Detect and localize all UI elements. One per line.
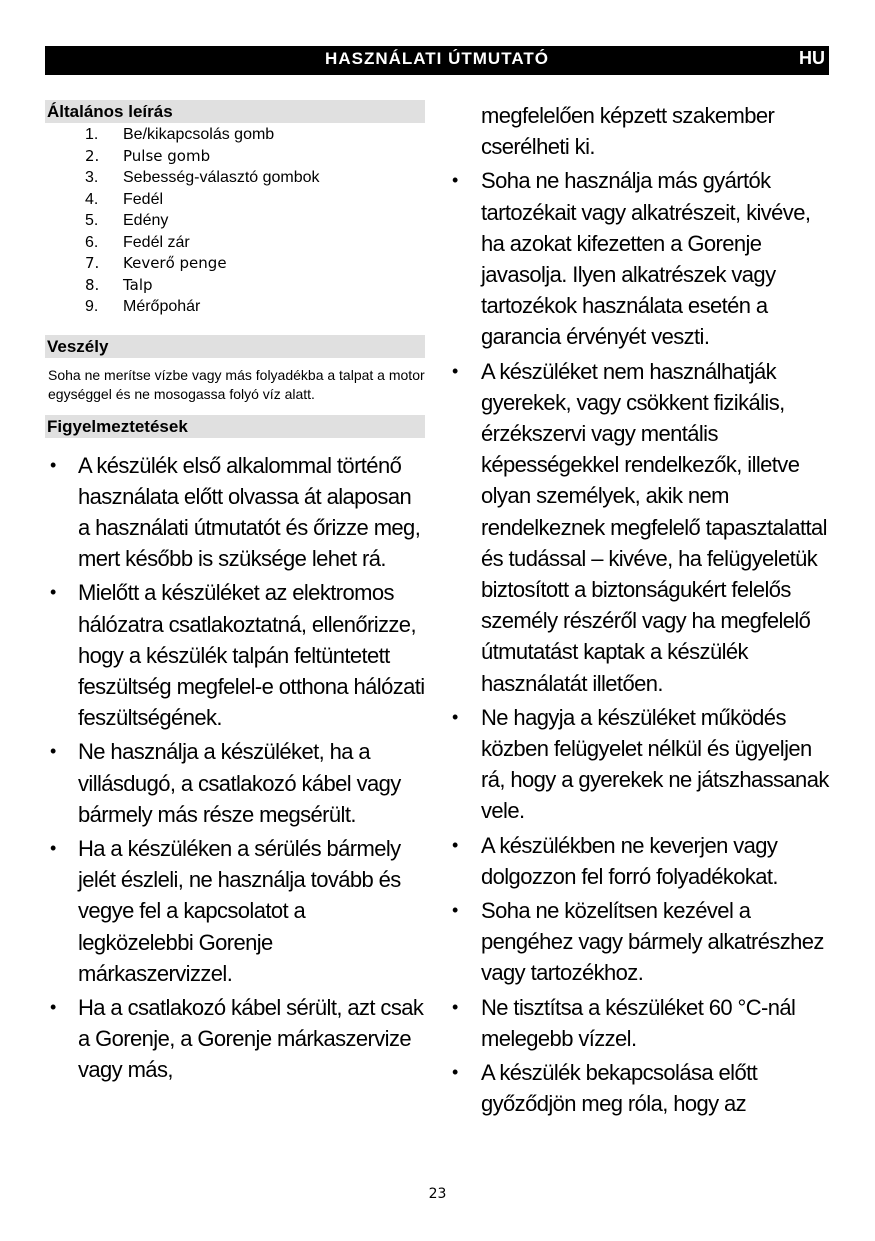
list-item: 6. Fedél zár bbox=[85, 233, 190, 251]
list-item: • A készülék első alkalommal történő használata előtt olvassa át alaposan a használati útmutatót és őrizze meg, mert később is szüksége lehet rá. bbox=[50, 452, 421, 572]
warnings-heading: Figyelmeztetések bbox=[45, 415, 425, 438]
list-item: 4. Fedél bbox=[85, 190, 164, 208]
list-item: 3. Sebesség-választó gombok bbox=[85, 169, 320, 186]
list-item: • Ne tisztítsa a készüléket 60 °C-nál melegebb vízzel. bbox=[452, 994, 796, 1051]
warnings-list-right bbox=[452, 165, 832, 1119]
list-item: • Ha a csatlakozó kábel sérült, azt csak a Gorenje, a Gorenje márkaszervize vagy más, bbox=[50, 994, 424, 1083]
list-item: 7. Keverő penge bbox=[85, 254, 227, 272]
warnings-list-left bbox=[45, 450, 425, 1086]
header-title: HASZNÁLATI ÚTMUTATÓ bbox=[325, 49, 549, 68]
parts-list bbox=[45, 124, 425, 318]
list-item: • Ha a készüléken a sérülés bármely jelét észleli, ne használja tovább és vegye fel a kapcsolatot a legközelebbi Gorenje márkaszervizzel. bbox=[50, 835, 401, 986]
list-item: • A készüléket nem használhatják gyerekek, vagy csökkent fizikális, érzékszervi vagy mentális képességekkel rendelkezők, illetve olyan személyek, akik nem rendelkeznek megfelelő tapasztalattal és tudással – kivéve, ha felügyeletük biztosított a biztonságukért felelős személy részéről vagy ha megfelelő útmutatást kaptak a készülék használatát illetően. bbox=[452, 358, 827, 696]
page-number: 23 bbox=[428, 1186, 447, 1202]
danger-text: Soha ne merítse vízbe vagy más folyadékba a talpat a motor egységgel és ne mosogassa folyó víz alatt. bbox=[48, 366, 425, 402]
list-item: 8. Talp bbox=[85, 275, 153, 294]
list-item: • A készülékben ne keverjen vagy dolgozzon fel forró folyadékokat. bbox=[452, 832, 778, 889]
page-header bbox=[45, 46, 829, 75]
list-item: • Ne használja a készüléket, ha a villásdugó, a csatlakozó kábel vagy bármely más része megsérült. bbox=[50, 739, 401, 827]
header-language: HU bbox=[799, 48, 825, 68]
general-heading: Általános leírás bbox=[45, 100, 425, 123]
list-item: • A készülék bekapcsolása előtt győződjön meg róla, hogy az bbox=[452, 1060, 758, 1117]
left-column bbox=[45, 100, 425, 1086]
list-item: 5. Edény bbox=[85, 212, 169, 229]
list-item: 1. Be/kikapcsolás gomb bbox=[85, 126, 275, 143]
list-item: 2. Pulse gomb bbox=[85, 146, 211, 165]
list-item: 9. Mérőpohár bbox=[85, 298, 201, 315]
list-item: • Soha ne közelítsen kezével a pengéhez vagy bármely alkatrészhez vagy tartozékhoz. bbox=[452, 898, 824, 986]
right-column bbox=[452, 100, 832, 1120]
list-item: • Mielőtt a készüléket az elektromos hálózatra csatlakoztatná, ellenőrizze, hogy a készülék talpán feltüntetett feszültség megfelel-e otthona hálózati feszültségének. bbox=[50, 580, 425, 731]
danger-heading: Veszély bbox=[45, 335, 425, 358]
continuation-text: megfelelően képzett szakember cserélheti ki. bbox=[481, 103, 775, 160]
list-item: • Ne hagyja a készüléket működés közben felügyelet nélkül és ügyeljen rá, hogy a gyerekek ne játszhassanak vele. bbox=[452, 704, 829, 824]
list-item: • Soha ne használja más gyártók tartozékait vagy alkatrészeit, kivéve, ha azokat kifezetten a Gorenje javasolja. Ilyen alkatrészek vagy tartozékok használata esetén a garancia érvényét veszti. bbox=[452, 168, 811, 350]
